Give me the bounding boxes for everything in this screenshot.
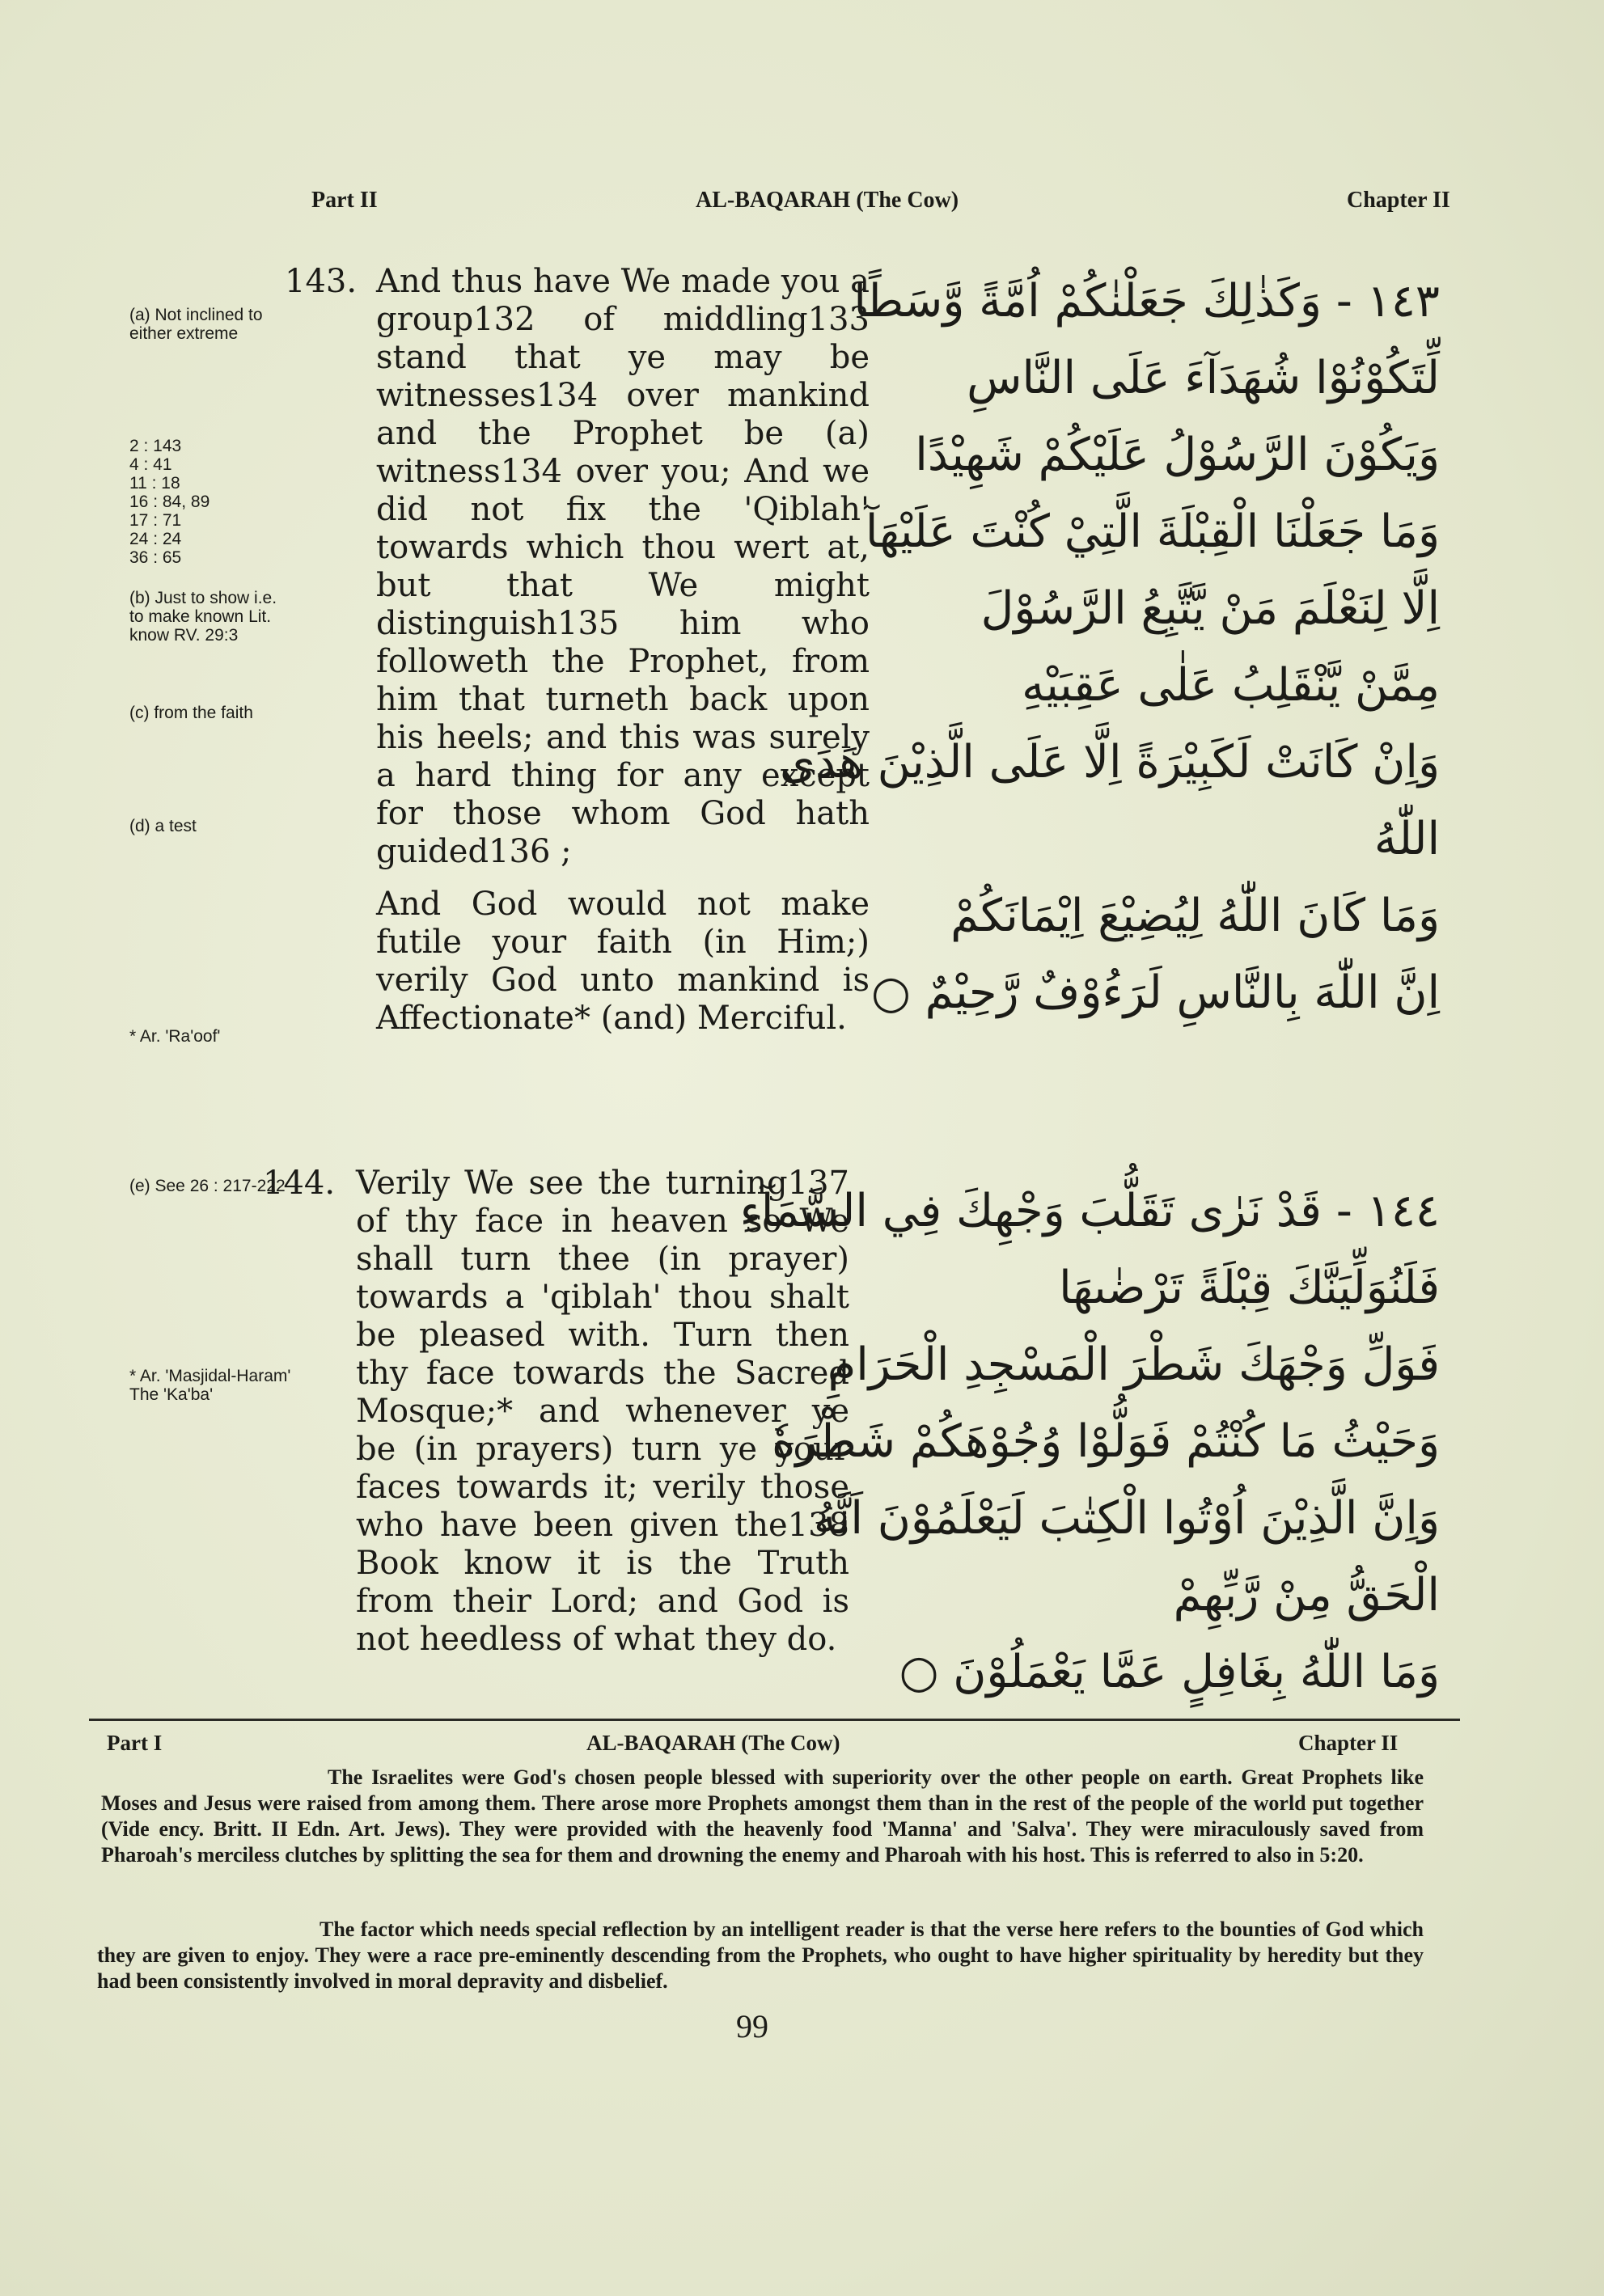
arabic-line: وَاِنَّ الَّذِيْنَ اُوْتُوا الْكِتٰبَ لَيَعْلَمُوْنَ اَنَّهُ: [813, 1492, 1440, 1545]
arabic-line: فَوَلِّ وَجْهَكَ شَطْرَ الْمَسْجِدِ الْحَرَامِ: [827, 1338, 1440, 1391]
margin-note-masjid: * Ar. 'Masjidal-Haram' The 'Ka'ba': [129, 1367, 291, 1404]
footer-part: Part I: [107, 1731, 163, 1755]
margin-note-d: (d) a test: [129, 817, 197, 835]
arabic-line: فَلَنُوَلِّيَنَّكَ قِبْلَةً تَرْضٰىهَا: [1059, 1262, 1440, 1314]
arabic-line: وَيَكُوْنَ الرَّسُوْلُ عَلَيْكُمْ شَهِيْدًا: [915, 429, 1440, 481]
verse-number-143: 143.: [285, 263, 358, 300]
page-number: 99: [736, 2008, 768, 2044]
verse-143-text: And thus have We made you a group132 of middling133 stand that ye may be witnesses134 over mankind and the Prophet be (a) witness134 over you; And we did not fix the 'Qiblah' towards which thou wert at, but that We might distinguish135 him who followeth the Prophet, from him that turneth back upon his heels; and this was surely a hard thing for any except for those whom God hath guided136 ;: [376, 263, 870, 870]
margin-note-c: (c) from the faith: [129, 704, 253, 722]
arabic-line: وَمَا كَانَ اللّٰهُ لِيُضِيْعَ اِيْمَانَكُمْ: [950, 890, 1440, 942]
arabic-line: ١٤٤ - قَدْ نَرٰى تَقَلُّبَ وَجْهِكَ فِي السَّمَآءِ: [739, 1185, 1440, 1237]
margin-note-refs: 2 : 143 4 : 41 11 : 18 16 : 84, 89 17 : 71 24 : 24 36 : 65: [129, 437, 210, 567]
arabic-line: وَمَا اللّٰهُ بِغَافِلٍ عَمَّا يَعْمَلُوْنَ ○: [899, 1646, 1440, 1698]
verse-144-text: Verily We see the turning137 of thy face in heaven so We shall turn thee (in prayer) towards a 'qiblah' thou shalt be pleased with. Turn then thy face towards the Sacred Mosque;* and whenever ye be (in prayers) turn ye your faces towards it; verily those who have been given the138 Book know it is the Truth from their Lord; and God is not heedless of what they do.: [356, 1165, 849, 1658]
margin-note-raoof: * Ar. 'Ra'oof': [129, 1027, 221, 1046]
margin-note-b: (b) Just to show i.e. to make known Lit. know RV. 29:3: [129, 589, 277, 645]
arabic-line: مِمَّنْ يَّنْقَلِبُ عَلٰى عَقِبَيْهِ: [1022, 659, 1440, 712]
arabic-line: اللّٰهُ: [1373, 813, 1440, 865]
footer-title: AL-BAQARAH (The Cow): [586, 1731, 840, 1755]
margin-note-a: (a) Not inclined to either extreme: [129, 306, 263, 343]
footnote-paragraph-1: The Israelites were God's chosen people blessed with superiority over the other people on earth. Great Prophets like Moses and Jesus were raised from among them. There arose more Prophets amongst them than in the rest of the people of the world put together (Vide ency. Britt. II Edn. Art. Jews). They were provided with the heavenly food 'Manna' and 'Salva'. They were miraculously saved from Pharoah's merciless clutches by splitting the sea for them and drowning the enemy and Pharoah with his host. This is referred to also in 5:20.: [101, 1765, 1424, 1867]
arabic-line: الْحَقُّ مِنْ رَّبِّهِمْ: [1173, 1569, 1440, 1622]
arabic-line: وَحَيْثُ مَا كُنْتُمْ فَوَلُّوْا وُجُوْهَكُمْ شَطْرَهٗ: [772, 1415, 1440, 1468]
arabic-line: اِلَّا لِنَعْلَمَ مَنْ يَّتَّبِعُ الرَّسُوْلَ: [980, 582, 1440, 635]
footer-rule: [89, 1719, 1460, 1721]
header-part: Part II: [311, 188, 378, 213]
arabic-line: وَمَا جَعَلْنَا الْقِبْلَةَ الَّتِيْ كُنْتَ عَلَيْهَآ: [865, 505, 1440, 558]
arabic-line: اِنَّ اللّٰهَ بِالنَّاسِ لَرَءُوْفٌ رَّحِيْمٌ ○: [871, 966, 1440, 1019]
margin-note-e: (e) See 26 : 217-222: [129, 1177, 286, 1195]
verse-143-english: [376, 263, 870, 1038]
verse-143-text-2: And God would not make futile your faith (in Him;) verily God unto mankind is Affectionate* (and) Merciful.: [376, 886, 870, 1037]
footer-chapter: Chapter II: [1298, 1731, 1399, 1755]
verse-143-arabic: [780, 263, 1440, 1031]
verse-number-144: 144.: [263, 1165, 336, 1202]
verse-144-arabic: [739, 1173, 1440, 1710]
header-title: AL-BAQARAH (The Cow): [696, 188, 959, 213]
footnote-paragraph-2: The factor which needs special reflection by an intelligent reader is that the verse here refers to the bounties of God which they are given to enjoy. They were a race pre-eminently descending from the Prophets, who ought to have higher spirituality by heredity but they had been consistently involved in moral depravity and disbelief.: [97, 1918, 1424, 1993]
header-chapter: Chapter II: [1347, 188, 1450, 213]
arabic-line: لِّتَكُوْنُوْا شُهَدَآءَ عَلَى النَّاسِ: [967, 352, 1440, 404]
arabic-line: وَاِنْ كَانَتْ لَكَبِيْرَةً اِلَّا عَلَى الَّذِيْنَ هَدَى: [780, 736, 1440, 789]
arabic-line: ١٤٣ - وَكَذٰلِكَ جَعَلْنٰكُمْ اُمَّةً وَّسَطًا: [853, 275, 1440, 328]
